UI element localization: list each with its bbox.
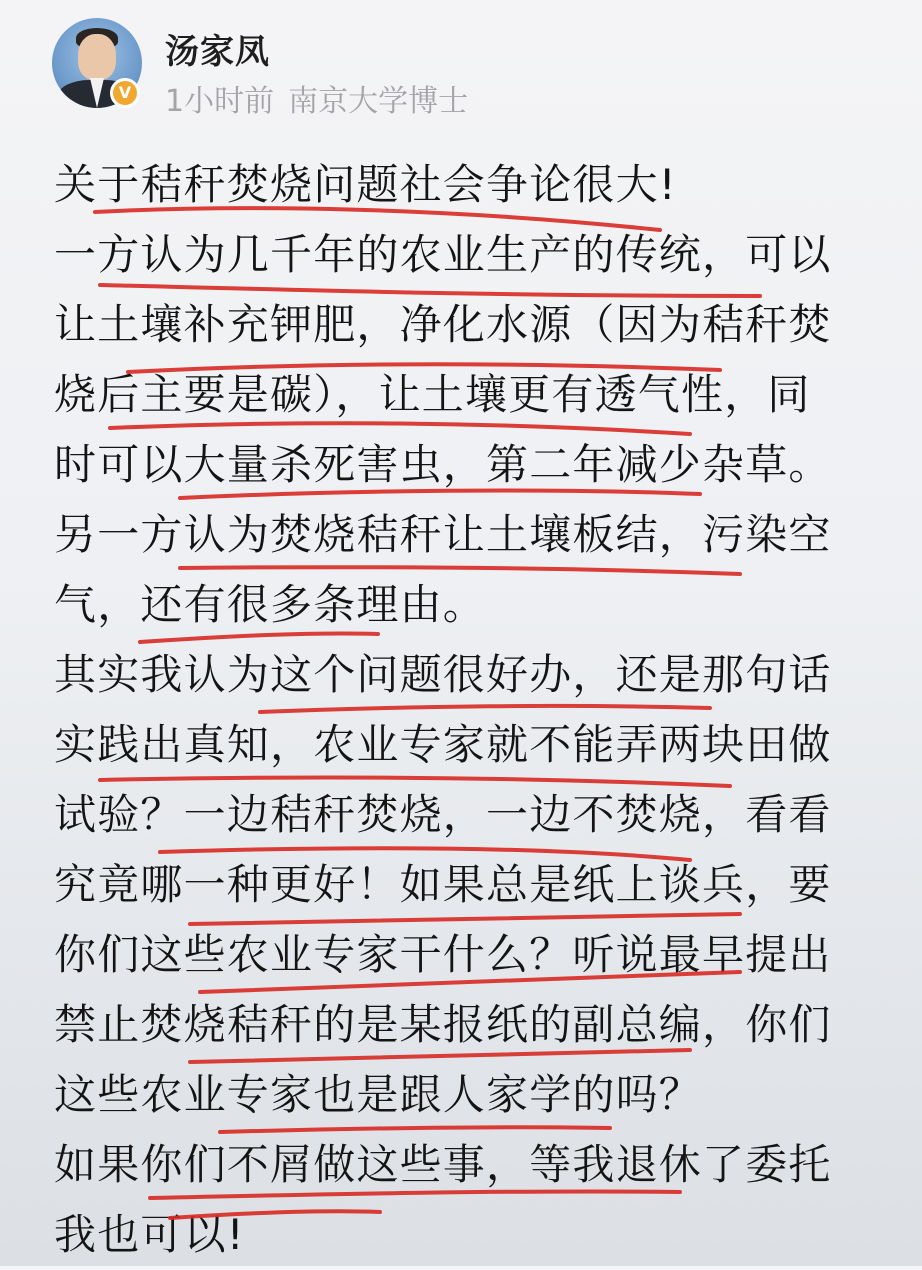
post-text-line: 实践出真知，农业专家就不能弄两块田做: [54, 720, 832, 769]
post-text-line: 究竟哪一种更好！如果总是纸上谈兵，要: [54, 860, 832, 909]
post-body: [54, 150, 874, 1270]
post-text-line: 关于秸秆焚烧问题社会争论很大!: [54, 160, 677, 209]
post-text-line: 我也可以!: [54, 1210, 245, 1259]
post-text-line: 其实我认为这个问题很好办，还是那句话: [54, 650, 832, 699]
post-text-line: 另一方认为焚烧秸秆让土壤板结，污染空: [54, 510, 832, 559]
post-text-line: 这些农业专家也是跟人家学的吗？: [54, 1070, 703, 1119]
post-text-line: 禁止焚烧秸秆的是某报纸的副总编，你们: [54, 1000, 832, 1049]
author-name[interactable]: 汤家凤: [165, 32, 270, 72]
post-text-line: 气，还有很多条理由。: [54, 580, 487, 629]
avatar-face: [78, 34, 116, 80]
post-time: 1小时前: [165, 84, 275, 119]
post-text-line: 试验？一边秸秆焚烧，一边不焚烧，看看: [54, 790, 832, 839]
author-bio: 南京大学博士: [288, 84, 469, 119]
post-text-line: 你们这些农业专家干什么？听说最早提出: [54, 930, 832, 979]
post-text-line: 如果你们不屑做这些事，等我退休了委托: [54, 1140, 832, 1189]
post-text-line: 一方认为几千年的农业生产的传统，可以: [54, 230, 832, 279]
post-header: [52, 18, 892, 118]
post-text-line: 烧后主要是碳），让土壤更有透气性，同: [54, 370, 811, 419]
verified-badge-icon: V: [110, 78, 140, 108]
post-text-line: 让土壤补充钾肥，净化水源（因为秸秆焚: [54, 300, 832, 349]
post-meta: [165, 76, 468, 120]
post-text-line: 时可以大量杀死害虫，第二年减少杂草。: [54, 440, 832, 489]
